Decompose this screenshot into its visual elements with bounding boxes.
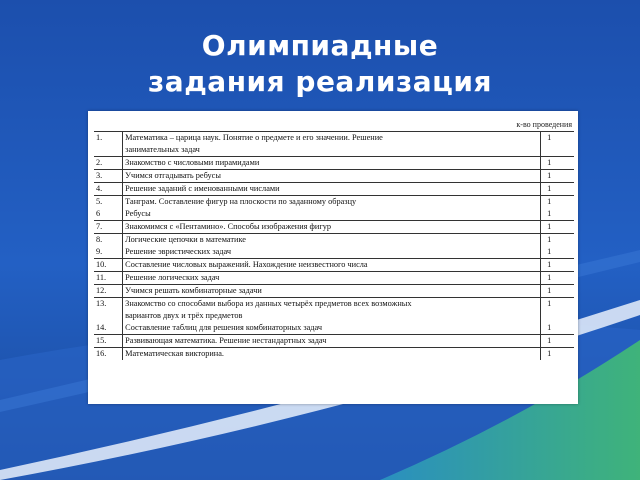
row-topic: Учимся решать комбинаторные задачи <box>123 285 541 298</box>
row-topic: занимательных задач <box>123 144 541 157</box>
row-topic: Математика – царица наук. Понятие о предмете и его значении. Решение <box>123 132 541 145</box>
row-topic: вариантов двух и трёх предметов <box>123 310 541 322</box>
row-number: 6 <box>94 208 123 221</box>
row-hours: 1 <box>541 183 574 196</box>
row-hours <box>541 310 574 322</box>
table-row <box>94 322 574 335</box>
row-topic: Танграм. Составление фигур на плоскости по заданному образцу <box>123 196 541 209</box>
row-hours: 1 <box>541 132 574 145</box>
table-row <box>94 132 574 145</box>
row-topic: Решение эвристических задач <box>123 246 541 259</box>
row-hours: 1 <box>541 170 574 183</box>
row-topic: Математическая викторина. <box>123 348 541 361</box>
row-topic: Знакомимся с «Пентамино». Способы изображения фигур <box>123 221 541 234</box>
row-topic: Знакомство с числовыми пирамидами <box>123 157 541 170</box>
table-row <box>94 221 574 234</box>
row-number: 3. <box>94 170 123 183</box>
row-topic: Учимся отгадывать ребусы <box>123 170 541 183</box>
table-row <box>94 183 574 196</box>
lesson-table <box>94 131 574 360</box>
row-hours: 1 <box>541 272 574 285</box>
row-topic: Составление числовых выражений. Нахождение неизвестного числа <box>123 259 541 272</box>
row-hours <box>541 144 574 157</box>
row-number: 8. <box>94 234 123 247</box>
row-topic: Решение заданий с именованными числами <box>123 183 541 196</box>
row-number: 5. <box>94 196 123 209</box>
row-number: 1. <box>94 132 123 145</box>
row-topic: Составление таблиц для решения комбинаторных задач <box>123 322 541 335</box>
row-number: 14. <box>94 322 123 335</box>
row-number: 16. <box>94 348 123 361</box>
row-hours: 1 <box>541 335 574 348</box>
table-row <box>94 208 574 221</box>
title-line-1: Олимпиадные <box>201 29 439 62</box>
row-hours: 1 <box>541 157 574 170</box>
row-topic: Развивающая математика. Решение нестандартных задач <box>123 335 541 348</box>
row-number: 13. <box>94 298 123 311</box>
table-row <box>94 272 574 285</box>
row-number <box>94 310 123 322</box>
lesson-plan-table-image <box>88 111 578 404</box>
table-row <box>94 285 574 298</box>
table-row <box>94 348 574 361</box>
row-hours: 1 <box>547 209 552 218</box>
table-row <box>94 298 574 311</box>
row-topic: Знакомство со способами выбора из данных четырёх предметов всех возможных <box>123 298 541 311</box>
row-topic: Ребусы <box>123 208 541 221</box>
table-row <box>94 246 574 259</box>
row-hours: 1 <box>541 221 574 234</box>
row-number: 9. <box>94 246 123 259</box>
row-number: 7. <box>94 221 123 234</box>
row-hours: 1 <box>547 247 552 256</box>
row-number: 10. <box>94 259 123 272</box>
table-row <box>94 335 574 348</box>
row-hours: 1 <box>541 298 574 311</box>
row-topic: Логические цепочки в математике <box>123 234 541 247</box>
row-hours: 1 <box>541 348 574 361</box>
table-row <box>94 310 574 322</box>
row-number <box>94 144 123 157</box>
row-topic: Решение логических задач <box>123 272 541 285</box>
row-number: 11. <box>94 272 123 285</box>
row-hours: 1 <box>547 323 552 332</box>
table-row <box>94 170 574 183</box>
row-hours: 1 <box>541 285 574 298</box>
row-hours: 1 <box>541 259 574 272</box>
row-number: 2. <box>94 157 123 170</box>
row-number: 12. <box>94 285 123 298</box>
title-line-2: задания реализация <box>148 65 492 98</box>
row-hours: 1 <box>541 234 574 247</box>
table-row <box>94 259 574 272</box>
table-row <box>94 234 574 247</box>
table-row <box>94 157 574 170</box>
table-row <box>94 144 574 157</box>
row-number: 4. <box>94 183 123 196</box>
table-row <box>94 196 574 209</box>
row-hours: 1 <box>541 196 574 209</box>
row-number: 15. <box>94 335 123 348</box>
column-header-hours: к-во проведения <box>516 120 572 129</box>
